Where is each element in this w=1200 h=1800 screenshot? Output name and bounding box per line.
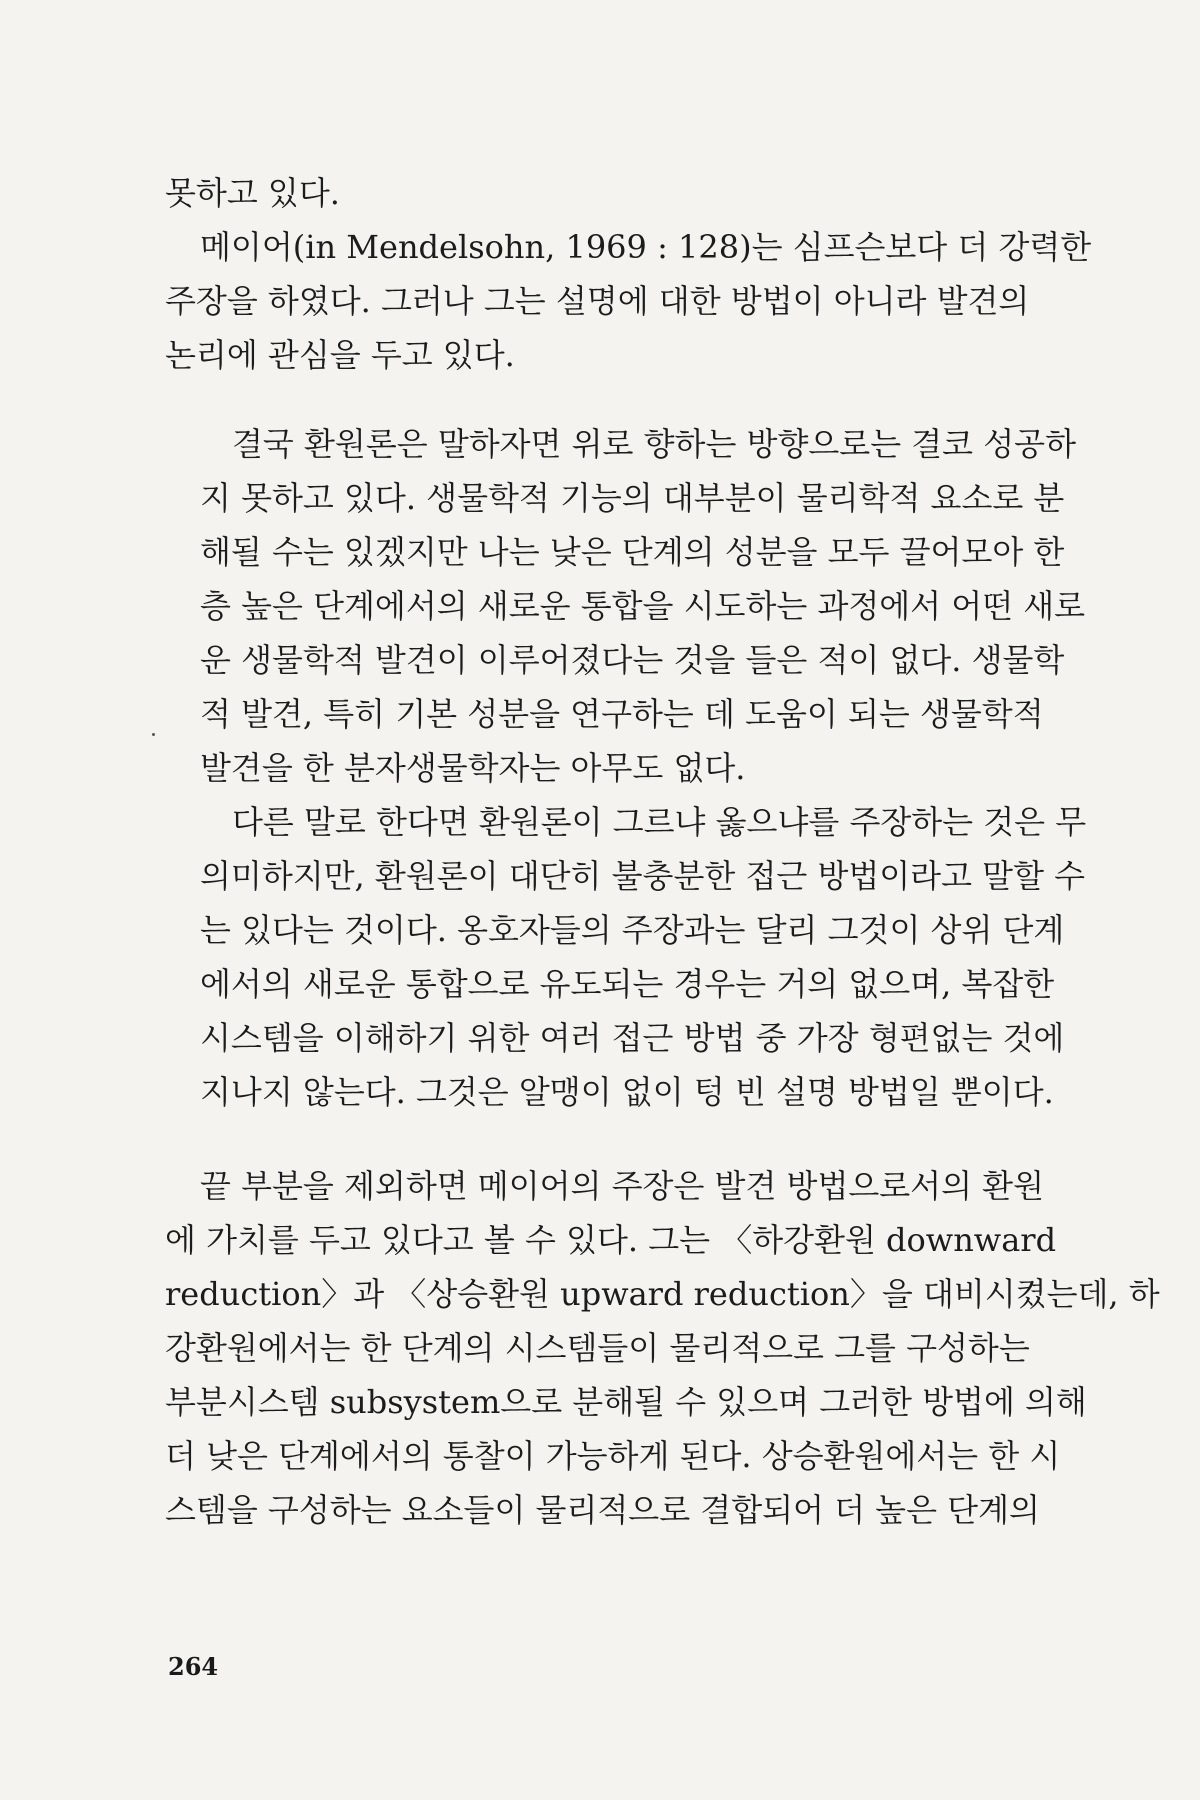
text-line: 에서의 새로운 통합으로 유도되는 경우는 거의 없으며, 복잡한 xyxy=(200,965,1055,1003)
text-line: 지 못하고 있다. 생물학적 기능의 대부분이 물리학적 요소로 분 xyxy=(200,479,1065,517)
text-line: 의미하지만, 환원론이 대단히 불충분한 접근 방법이라고 말할 수 xyxy=(200,857,1086,895)
text-line: 강환원에서는 한 단계의 시스템들이 물리적으로 그를 구성하는 xyxy=(165,1329,1030,1367)
text-line: 다른 말로 한다면 환원론이 그르냐 옳으냐를 주장하는 것은 무 xyxy=(232,803,1087,841)
page-number: 264 xyxy=(168,1652,219,1681)
text-line: 결국 환원론은 말하자면 위로 향하는 방향으로는 결코 성공하 xyxy=(232,425,1077,463)
text-line: 층 높은 단계에서의 새로운 통합을 시도하는 과정에서 어떤 새로 xyxy=(200,587,1086,625)
text-line: 해될 수는 있겠지만 나는 낮은 단계의 성분을 모두 끌어모아 한 xyxy=(200,533,1065,571)
text-line: 는 있다는 것이다. 옹호자들의 주장과는 달리 그것이 상위 단계 xyxy=(200,911,1065,949)
text-line: 지나지 않는다. 그것은 알맹이 없이 텅 빈 설명 방법일 뿐이다. xyxy=(200,1073,1054,1111)
text-line: 운 생물학적 발견이 이루어졌다는 것을 들은 적이 없다. 생물학 xyxy=(200,641,1065,679)
text-line: 끝 부분을 제외하면 메이어의 주장은 발견 방법으로서의 환원 xyxy=(200,1167,1045,1205)
text-line: 부분시스템 subsystem으로 분해될 수 있으며 그러한 방법에 의해 xyxy=(165,1383,1087,1421)
text-line: 적 발견, 특히 기본 성분을 연구하는 데 도움이 되는 생물학적 xyxy=(200,695,1044,733)
text-line: 더 낮은 단계에서의 통찰이 가능하게 된다. 상승환원에서는 한 시 xyxy=(165,1437,1061,1475)
text-line: 에 가치를 두고 있다고 볼 수 있다. 그는 〈하강환원 downward xyxy=(165,1221,1057,1259)
text-line: reduction〉과 〈상승환원 upward reduction〉을 대비시켰는데, 하 xyxy=(165,1275,1160,1313)
text-line: 논리에 관심을 두고 있다. xyxy=(165,336,515,374)
text-line: 주장을 하였다. 그러나 그는 설명에 대한 방법이 아니라 발견의 xyxy=(165,282,1030,320)
text-line: 메이어(in Mendelsohn, 1969 : 128)는 심프슨보다 더 강력한 xyxy=(200,228,1092,266)
text-line: 발견을 한 분자생물학자는 아무도 없다. xyxy=(200,749,746,787)
text-line: 스템을 구성하는 요소들이 물리적으로 결합되어 더 높은 단계의 xyxy=(165,1491,1040,1529)
text-line: 시스템을 이해하기 위한 여러 접근 방법 중 가장 형편없는 것에 xyxy=(200,1019,1065,1057)
scan-speck xyxy=(152,733,155,736)
text-line: 못하고 있다. xyxy=(165,174,340,212)
